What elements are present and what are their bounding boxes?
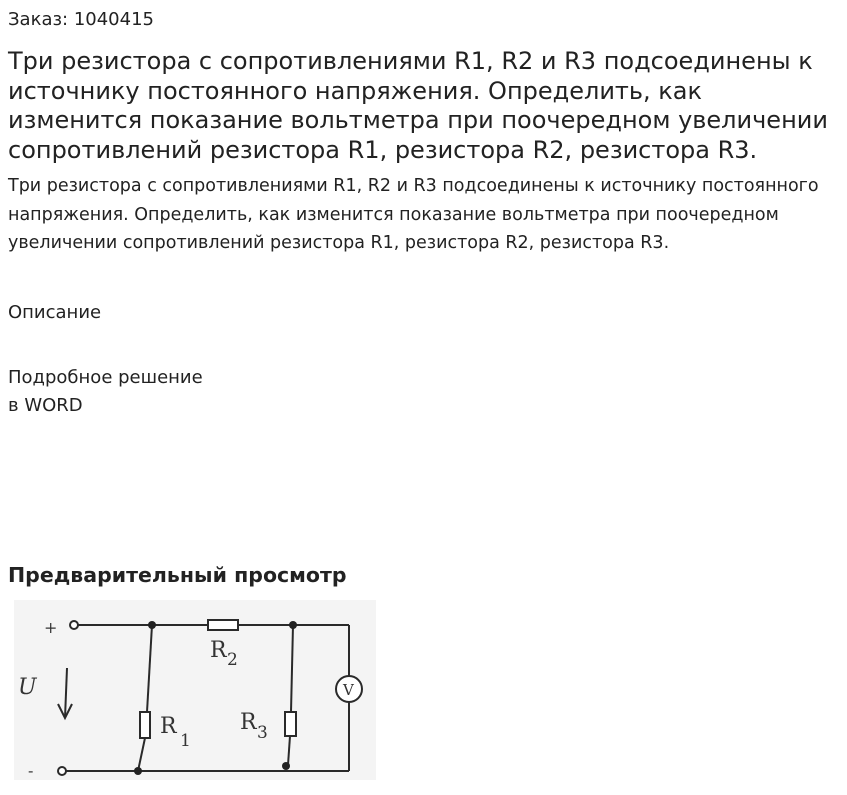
junction-dot [289, 621, 297, 629]
minus-terminal [58, 767, 66, 775]
preview-heading: Предварительный просмотр [8, 563, 347, 587]
preview-background [14, 600, 376, 780]
circuit-diagram [14, 600, 376, 780]
circuit-preview-image [14, 600, 376, 780]
description-heading: Описание [8, 302, 102, 323]
resistor-r3 [285, 712, 296, 736]
r3-subscript: 3 [257, 723, 268, 743]
solution-info [8, 364, 203, 420]
page-title: Три резистора с сопротивлениями R1, R2 и R3 подсоединены к источнику постоянного напряжения. Определить, как изменится показание вольтметра при поочередном увеличении сопротивлений резистора R1, резистора R2, резистора R3. [8, 47, 828, 164]
order-number: Заказ: 1040415 [8, 9, 154, 30]
r3-label: R [240, 710, 257, 735]
resistor-r2 [208, 620, 238, 630]
junction-dot [282, 762, 290, 770]
junction-dot [134, 767, 142, 775]
solution-line-2: в WORD [8, 395, 83, 416]
plus-terminal [70, 621, 78, 629]
plus-label: + [44, 618, 58, 637]
r2-subscript: 2 [227, 650, 238, 670]
voltmeter-label: V [343, 681, 354, 699]
r1-subscript: 1 [180, 731, 191, 751]
minus-label: - [28, 761, 34, 780]
r1-label: R [160, 714, 177, 739]
solution-line-1: Подробное решение [8, 367, 203, 388]
resistor-r1 [140, 712, 150, 738]
junction-dot [148, 621, 156, 629]
description-text: Три резистора с сопротивлениями R1, R2 и R3 подсоединены к источнику постоянного напряжения. Определить, как изменится показание вольтметра при поочередном увеличении сопротивлений резистора R1, резистора R2, резистора R3. [8, 176, 819, 253]
r2-label: R [210, 638, 227, 663]
source-label: U [18, 675, 37, 700]
